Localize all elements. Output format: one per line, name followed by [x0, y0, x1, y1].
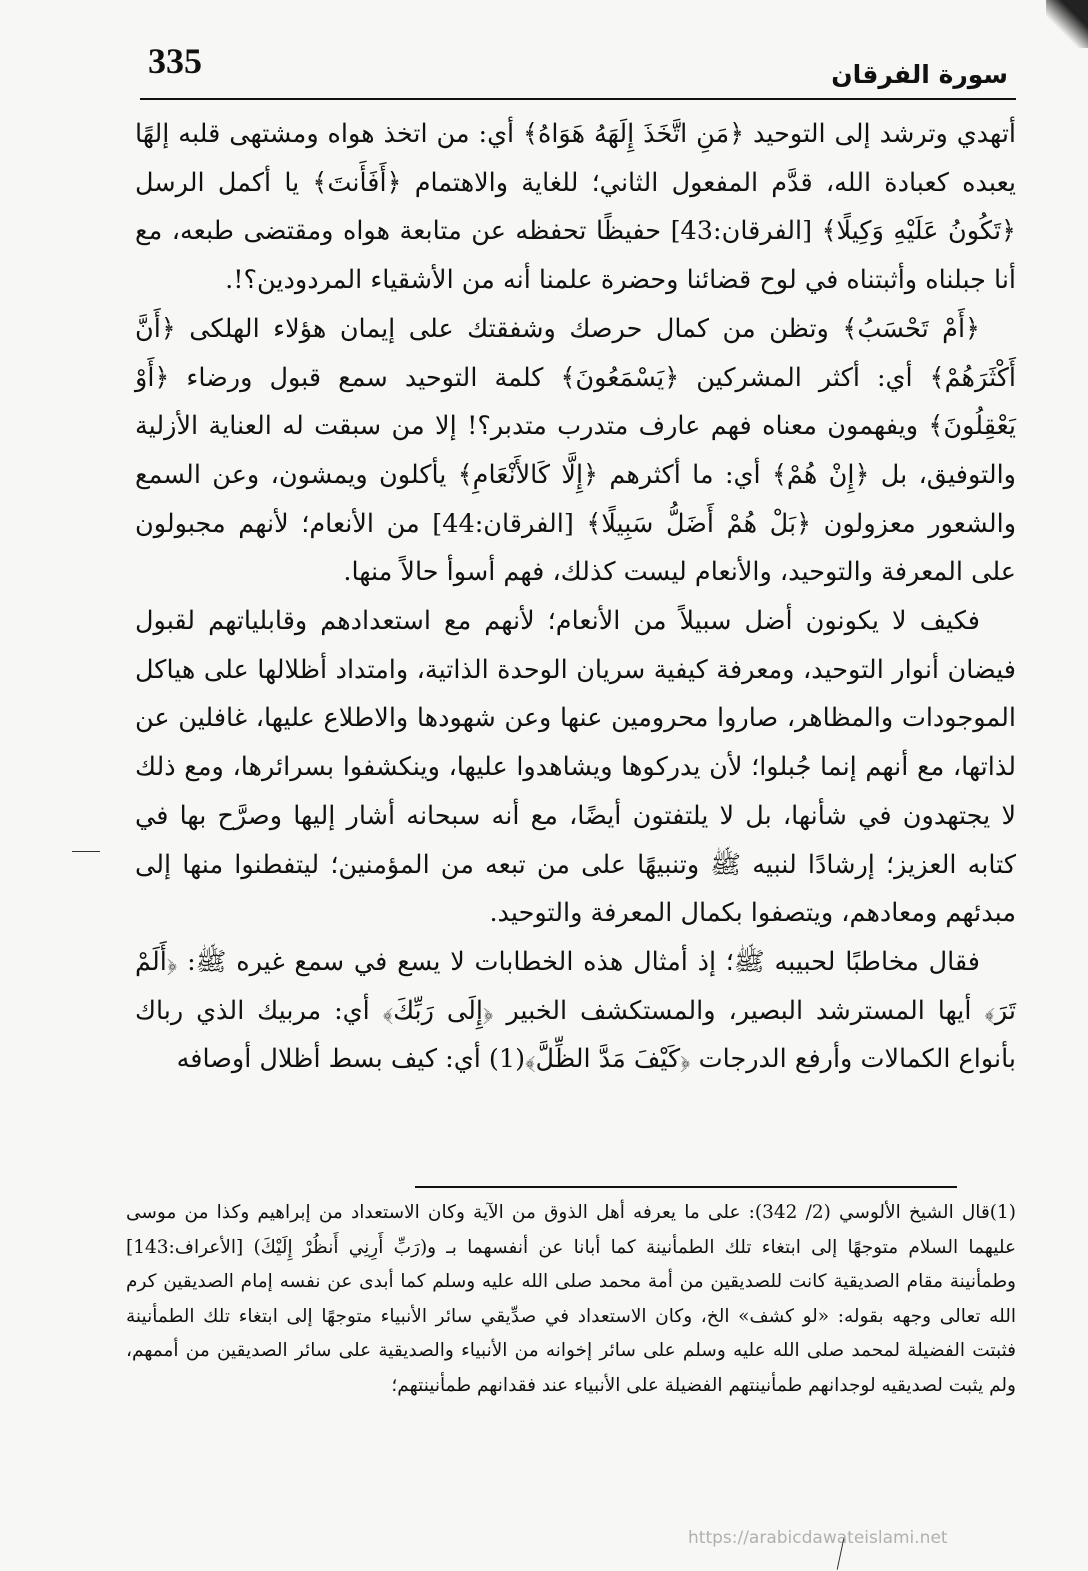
- page-number: 335: [148, 41, 202, 81]
- paragraph: ﴿أَمْ تَحْسَبُ﴾ وتظن من كمال حرصك وشفقتك على إيمان هؤلاء الهلكى ﴿أَنَّ أَكْثَرَهُمْ﴾ أي: أكثر المشركين ﴿يَسْمَعُونَ﴾ كلمة التوحيد سمع قبول ورضاء ﴿أَوْ يَعْقِلُونَ﴾ ويفهمون معناه فهم عارف متدرب متدبر؟! إلا من سبقت له العناية الأزلية والتوفيق، بل ﴿إِنْ هُمْ﴾ أي: ما أكثرهم ﴿إِلَّا كَالأَنْعَامِ﴾ يأكلون ويمشون، وعن السمع والشعور معزولون ﴿بَلْ هُمْ أَضَلُّ سَبِيلًا﴾ [الفرقان:44] من الأنعام؛ لأنهم مجبولون على المعرفة والتوحيد، والأنعام ليست كذلك، فهم أسوأ حالاً منها.: [135, 313, 1017, 588]
- footnote-rule: [415, 1186, 957, 1188]
- main-text: [135, 110, 1016, 1084]
- scan-corner-shadow: [1046, 0, 1088, 48]
- watermark-url: https://arabicdawateislami.net: [688, 1528, 948, 1548]
- footnote: [126, 1196, 1016, 1403]
- margin-mark: [72, 851, 100, 852]
- paragraph: فقال مخاطبًا لحبيبه ﷺ؛ إذ أمثال هذه الخطابات لا يسع في سمع غيره ﷺ: ﴿أَلَمْ تَرَ﴾ أيها المسترشد البصير، والمستكشف الخبير ﴿إِلَى رَبِّكَ﴾ أي: مربيك الذي رباك بأنواع الكمالات وأرفع الدرجات ﴿كَيْفَ مَدَّ الظِّلَّ﴾(1) أي: كيف بسط أظلال أوصافه: [135, 946, 1016, 1075]
- surah-title: سورة الفرقان: [831, 60, 1008, 89]
- paragraph: أتهدي وترشد إلى التوحيد ﴿مَنِ اتَّخَذَ إِلَهَهُ هَوَاهُ﴾ أي: من اتخذ هواه ومشتهى قلبه إلهًا يعبده كعبادة الله، قدَّم المفعول الثاني؛ للغاية والاهتمام ﴿أَفَأَنتَ﴾ يا أكمل الرسل ﴿تَكُونُ عَلَيْهِ وَكِيلًا﴾ [الفرقان:43] حفيظًا تحفظه عن متابعة هواه ومقتضى طبعه، مع أنا جبلناه وأثبتناه في لوح قضائنا وحضرة علمنا أنه من الأشقياء المردودين؟!.: [135, 119, 1016, 296]
- paragraph: فكيف لا يكونون أضل سبيلاً من الأنعام؛ لأنهم مع استعدادهم وقابلياتهم لقبول فيضان أنوار التوحيد، ومعرفة كيفية سريان الوحدة الذاتية، وامتداد أظلالها على هياكل الموجودات والمظاهر، صاروا محرومين عنها وعن شهودها والاطلاع عليها، غافلين عن لذاتها، مع أنهم إنما جُبلوا؛ لأن يدركوها ويشاهدوا عليها، وينكشفوا بسرائرها، ومع ذلك لا يجتهدون في شأنها، بل لا يلتفتون أيضًا، مع أنه سبحانه أشار إليها وصرَّح بها في كتابه العزيز؛ إرشادًا لنبيه ﷺ وتنبيهًا على من تبعه من المؤمنين؛ ليتفطنوا منها إلى مبدئهم ومعادهم، ويتصفوا بكمال المعرفة والتوحيد.: [135, 606, 1016, 929]
- header-rule: [140, 98, 1016, 100]
- footnote-text: (1)قال الشيخ الألوسي (2/ 342): على ما يعرفه أهل الذوق من الآية وكان الاستعداد من إبراهيم وكذا من موسى عليهما السلام متوجهًا إلى ابتغاء تلك الطمأنينة كما أبانا عن أنفسهما بـ و(رَبِّ أَرِنِي أَنظُرْ إِلَيْكَ) [الأعراف:143] وطمأنينة مقام الصديقية كانت للصديقين من أمة محمد صلى الله عليه وسلم كما أبدى عن نفسه إمام الصديقين كرم الله تعالى وجهه بقوله: «لو كشف» الخ، وكان الاستعداد في صدِّيقي سائر الأنبياء متوجهًا إلى ابتغاء تلك الطمأنينة فثبتت الفضيلة لمحمد صلى الله عليه وسلم على سائر إخوانه من الأنبياء والصديقية على سائر الصديقين من أممهم، ولم يثبت لصديقيه لوجدانهم طمأنينتهم الفضيلة على الأنبياء عند فقدانهم طمأنينتهم؛: [126, 1202, 1016, 1396]
